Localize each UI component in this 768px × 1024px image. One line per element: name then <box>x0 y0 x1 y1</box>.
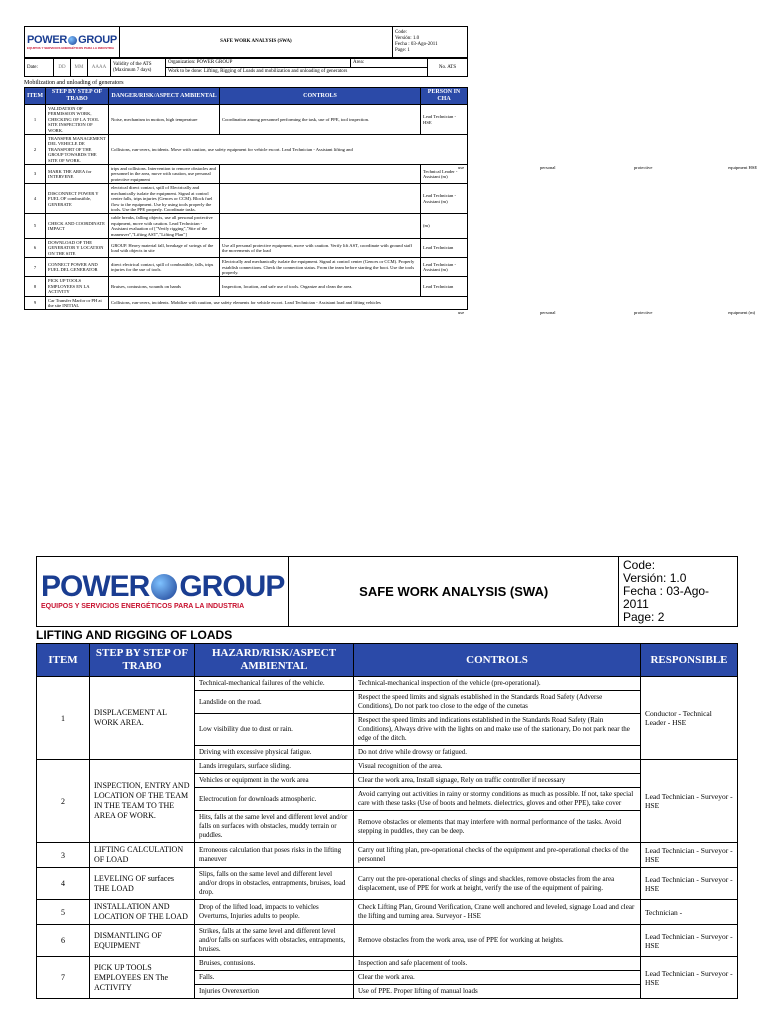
cell-step: DOWNLOAD OF THE GENERATOR Y LOCATION ON THE SITE <box>46 238 109 257</box>
page1-info-table <box>24 58 468 77</box>
cell-responsible: Lead Technician - Surveyor - HSE <box>641 760 738 843</box>
cell-step: LIFTING CALCULATION OF LOAD <box>90 843 195 868</box>
doc-date: Fecha : 03-Ago-2011 <box>623 584 710 611</box>
col-person: PERSON IN CHA <box>421 88 468 105</box>
swa-page-1 <box>24 26 468 310</box>
logo-cell-2 <box>37 557 289 627</box>
cell-control: Remove obstacles or elements that may interfere with normal performance of the tasks. Avoid stepping in puddles, they can be deep. <box>354 811 641 843</box>
col-item: ITEM <box>37 644 90 677</box>
cell-hazard: Collisions, run-overs, incidents. Mobilize with caution, use safety elements for vehicle escort. Lead Technician - Assistant load and lifting vehicles <box>109 296 468 310</box>
col-controls: CONTROLS <box>220 88 421 105</box>
cell-control: Use of PPE. Proper lifting of manual loads <box>354 985 641 999</box>
code-label: Code: <box>623 558 656 572</box>
cell-hazard: Low visibility due to dust or rain. <box>195 714 354 746</box>
date-mm[interactable]: MM <box>71 59 88 77</box>
cell-step: CHECK AND COORDINATE IMPACT <box>46 214 109 239</box>
cell-person: Lead Technician - Assistant (m) <box>421 184 468 214</box>
cell-hazard: Collisions, run-overs, incidents. Move with caution, use safety equipment for vehicle escort. Lead Technician - Assistant lifting and <box>109 135 468 165</box>
date-yyyy[interactable]: AAAA <box>88 59 111 77</box>
table-row <box>25 135 468 165</box>
page2-codebox <box>619 557 738 627</box>
work-to-be-done: Work to be done: Lifting, Rigging of Loads and mobilization and unloading of generators <box>166 68 428 77</box>
table-row <box>25 105 468 135</box>
cell-item: 8 <box>25 277 46 296</box>
cell-control: Inspection, location, and safe use of tools. Organize and clean the area. <box>220 277 421 296</box>
logo-word-group: GROUP <box>78 34 117 46</box>
cell-item: 1 <box>25 105 46 135</box>
logo-cell <box>25 27 120 58</box>
cell-responsible: Technician - <box>641 900 738 925</box>
table-row <box>25 296 468 310</box>
cell-item: 6 <box>37 925 90 957</box>
page2-header <box>36 556 738 627</box>
cell-item: 1 <box>37 677 90 760</box>
logo-tagline: EQUIPOS Y SERVICIOS ENERGÉTICOS PARA LA INDUSTRIA <box>41 603 245 610</box>
cell-control: Technical-mechanical inspection of the vehicle (pre-operational). <box>354 677 641 691</box>
page-number: Page: 2 <box>623 610 665 624</box>
table-row <box>37 957 738 971</box>
cell-step: VALIDATION OF PERMISSION WORK, CHECKING OF LA TOOL SITE INSPECTION OF WORK. <box>46 105 109 135</box>
cell-person: Lead Technician <box>421 238 468 257</box>
cell-control: Coordination among personnel performing the task, use of PPE, tool inspection. <box>220 105 421 135</box>
cell-hazard: Erroneous calculation that poses risks in the lifting maneuver <box>195 843 354 868</box>
version: Versión: 1.0 <box>623 571 687 585</box>
page1-section-title: Mobilization and unloading of generators <box>24 80 124 86</box>
spill-row2-1: personal <box>540 165 556 170</box>
power-group-logo <box>27 34 117 50</box>
logo-tagline: EQUIPOS Y SERVICIOS ENERGÉTICOS PARA LA INDUSTRIA <box>27 46 115 50</box>
cell-step: PICK UP TOOLS EMPLOYEES EN LA ACTIVITY <box>46 277 109 296</box>
cell-hazard: GROUP. Heavy material fall, breakage of swings of the load with objects in site <box>109 238 220 257</box>
date-label: Date: <box>25 59 54 77</box>
cell-hazard: Noise, mechanism in motion, high temperature <box>109 105 220 135</box>
doc-date: Fecha : 03-Ago-2011 <box>395 42 438 47</box>
cell-item: 9 <box>25 296 46 310</box>
table-row <box>37 843 738 868</box>
cell-item: 3 <box>25 165 46 184</box>
cell-item: 7 <box>25 258 46 277</box>
col-hazard: DANGER/RISK/ASPECT AMBIENTAL <box>109 88 220 105</box>
spill-row2-2: protective <box>634 165 653 170</box>
spill-row9-2: protective <box>634 310 653 315</box>
cell-hazard: cable breaks, falling objects, use all personal protective equipment, move with caution. Lead Technician - Assistant evaluation of ["Verify rigging","Site of the maneuver","Lifting AST","Lifting Plan"] <box>109 214 220 239</box>
table-row <box>25 277 468 296</box>
date-dd[interactable]: DD <box>54 59 71 77</box>
page2-title: SAFE WORK ANALYSIS (SWA) <box>289 557 619 627</box>
cell-responsible: Conductor - Technical Leader - HSE <box>641 677 738 760</box>
col-step: STEP BY STEP OF TRABO <box>46 88 109 105</box>
globe-icon <box>151 574 177 600</box>
col-responsible: RESPONSIBLE <box>641 644 738 677</box>
spill-row9-0: use <box>458 310 465 315</box>
cell-item: 6 <box>25 238 46 257</box>
cell-item: 4 <box>37 868 90 900</box>
page1-title: SAFE WORK ANALYSIS (SWA) <box>119 27 392 58</box>
cell-hazard: Bruises, contusions, wounds on hands <box>109 277 220 296</box>
spill-row9-1: personal <box>540 310 556 315</box>
cell-step: Car Transfer Marfor or PH at the site INITIAL <box>46 296 109 310</box>
table-row <box>25 238 468 257</box>
spill-row2-3: equipment HSE <box>728 165 758 170</box>
cell-step: MARK THE AREA for INTERVENE <box>46 165 109 184</box>
cell-control: Visual recognition of the area. <box>354 760 641 774</box>
table-row <box>37 868 738 900</box>
cell-control: Respect the speed limits and indications established in the Standards Road Safety (Rain Conditions), Always drive with the lights on and make use of the stationary, Do not park near the edge of the ditch. <box>354 714 641 746</box>
cell-item: 2 <box>37 760 90 843</box>
page2-section-title: LIFTING AND RIGGING OF LOADS <box>36 628 233 642</box>
cell-person: Lead Technician - HSE <box>421 105 468 135</box>
table-row <box>25 214 468 239</box>
cell-hazard: Falls. <box>195 971 354 985</box>
logo-word-group: GROUP <box>179 570 285 603</box>
cell-responsible: Lead Technician - Surveyor - HSE <box>641 843 738 868</box>
cell-hazard: Lands irregulars, surface sliding. <box>195 760 354 774</box>
cell-hazard: Strikes, falls at the same level and different level and/or falls on surfaces with obstacles, entrapments, bruises. <box>195 925 354 957</box>
cell-control: Carry out the pre-operational checks of slings and shackles, remove obstacles from the area displacement, use of PPE for work at height, verify the use of the equipment of pairing. <box>354 868 641 900</box>
validity-label: Validity of the ATS (Maximum 7 days) <box>111 59 166 77</box>
page1-codebox <box>393 27 468 58</box>
cell-item: 2 <box>25 135 46 165</box>
cell-hazard: Technical-mechanical failures of the vehicle. <box>195 677 354 691</box>
col-controls: CONTROLS <box>354 644 641 677</box>
cell-hazard: Electrocution for downloads atmospheric. <box>195 788 354 811</box>
page1-activity-table <box>24 87 468 310</box>
spill-row2-0: use <box>458 165 465 170</box>
logo-word-power: POWER <box>41 570 150 603</box>
cell-step: TRANSFER MANAGEMENT DEL VEHICLE DE TRANSPORT OF THE GROUP TOWARDS THE SITE OF WORK. <box>46 135 109 165</box>
table-row <box>25 165 468 184</box>
cell-item: 4 <box>25 184 46 214</box>
cell-control: Clear the work area, Install signage, Rely on traffic controller if necessary <box>354 774 641 788</box>
cell-control: Clear the work area. <box>354 971 641 985</box>
cell-responsible: Lead Technician - Surveyor - HSE <box>641 957 738 999</box>
swa-page-2 <box>36 556 738 999</box>
cell-item: 3 <box>37 843 90 868</box>
cell-step: LEVELING OF surfaces THE LOAD <box>90 868 195 900</box>
cell-hazard: Bruises, contusions. <box>195 957 354 971</box>
table-row <box>25 184 468 214</box>
cell-control: Use all personal protective equipment, move with caution. Verify lift AST, coordinate with ground staff the movements of the load <box>220 238 421 257</box>
organization: Organization: POWER GROUP <box>166 59 351 68</box>
cell-control: Inspection and safe placement of tools. <box>354 957 641 971</box>
cell-hazard: Landslide on the road. <box>195 691 354 714</box>
table-row <box>37 677 738 691</box>
cell-person: (m) <box>421 214 468 239</box>
cell-control: Respect the speed limits and signals established in the Standards Road Safety (Adverse Conditions), Do not park too close to the edge of the cunetas <box>354 691 641 714</box>
cell-control <box>220 165 421 184</box>
col-hazard: HAZARD/RISK/ASPECT AMBIENTAL <box>195 644 354 677</box>
cell-hazard: Vehicles or equipment in the work area <box>195 774 354 788</box>
code-label: Code: <box>395 30 407 35</box>
cell-hazard: Injuries Overexertion <box>195 985 354 999</box>
page-number: Page: 1 <box>395 48 410 53</box>
cell-step: INSPECTION, ENTRY AND LOCATION OF THE TEAM IN THE TEAM TO THE AREA OF WORK. <box>90 760 195 843</box>
power-group-logo-large <box>41 572 284 611</box>
cell-step: DISCONNECT POWER Y FUEL OF combustible, GENERATE <box>46 184 109 214</box>
cell-item: 5 <box>37 900 90 925</box>
cell-control <box>220 214 421 239</box>
table-row <box>37 760 738 774</box>
globe-icon <box>68 36 77 45</box>
page1-header <box>24 26 468 58</box>
cell-control: Remove obstacles from the work area, use of PPE for working at heights. <box>354 925 641 957</box>
cell-step: INSTALLATION AND LOCATION OF THE LOAD <box>90 900 195 925</box>
cell-hazard: direct electrical contact, spill of combustible, falls, trips injuries for the use of tools. <box>109 258 220 277</box>
cell-control <box>220 184 421 214</box>
page2-activity-table <box>36 643 738 999</box>
cell-control: Avoid carrying out activities in rainy or stormy conditions as much as possible. If not, take special care with these tasks (Use of boots and helmets. dielectrics, gloves and other PPE), take cover <box>354 788 641 811</box>
cell-person: Technical Leader - Assistant (m) <box>421 165 468 184</box>
cell-control: Electrically and mechanically isolate the equipment. Signal at control center (Gences or CCM). Properly establish connections. Check the connection status. From the team before starting the boot. Use the tools properly. <box>220 258 421 277</box>
cell-hazard: Hits, falls at the same level and different level and/or falls on surfaces with obstacles, muddy terrain or puddles. <box>195 811 354 843</box>
cell-person: Lead Technician - Assistant (m) <box>421 258 468 277</box>
cell-responsible: Lead Technician - Surveyor - HSE <box>641 925 738 957</box>
cell-responsible: Lead Technician - Surveyor - HSE <box>641 868 738 900</box>
version: Versión: 1.0 <box>395 36 420 41</box>
spill-row9-3: equipment (m) <box>728 310 756 315</box>
cell-control: Carry out lifting plan, pre-operational checks of the equipment and pre-operational checks of the personnel <box>354 843 641 868</box>
col-item: ITEM <box>25 88 46 105</box>
cell-item: 5 <box>25 214 46 239</box>
cell-step: PICK UP TOOLS EMPLOYEES EN The ACTIVITY <box>90 957 195 999</box>
cell-item: 7 <box>37 957 90 999</box>
cell-hazard: Drop of the lifted load, impacts to vehicles Overturns, Injuries adults to people. <box>195 900 354 925</box>
cell-step: CONNECT POWER AND FUEL DEL GENERATOR <box>46 258 109 277</box>
cell-hazard: Slips, falls on the same level and different level and/or drops in obstacles, entrapments, bruises, load drop. <box>195 868 354 900</box>
cell-hazard: electrical direct contact, spill of Electrically and mechanically isolate the equipment. Signal at control center falls, trips injuries (Gences or CCM). Block fuel flow to the equipment. Use by using tools properly the tools. Use the PPE properly. Coordinate tasks. <box>109 184 220 214</box>
no-ats: No. ATS <box>428 59 468 77</box>
table-row <box>37 925 738 957</box>
table-row <box>25 258 468 277</box>
cell-hazard: trips and collisions. Intervention to remove obstacles and personnel in the area, move with caution, use personal protective equipment <box>109 165 220 184</box>
table-row <box>37 900 738 925</box>
cell-control: Check Lifting Plan, Ground Verification, Crane well anchored and leveled, signage Load and clear the lifting and turning area. Surveyor - HSE <box>354 900 641 925</box>
cell-step: DISPLACEMENT AL WORK AREA. <box>90 677 195 760</box>
cell-person: Lead Technician <box>421 277 468 296</box>
cell-control: Do not drive while drowsy or fatigued. <box>354 746 641 760</box>
cell-hazard: Driving with excessive physical fatigue. <box>195 746 354 760</box>
cell-step: DISMANTLING OF EQUIPMENT <box>90 925 195 957</box>
area-label: Area: <box>351 59 428 68</box>
col-step: STEP BY STEP OF TRABO <box>90 644 195 677</box>
logo-word-power: POWER <box>27 34 68 46</box>
